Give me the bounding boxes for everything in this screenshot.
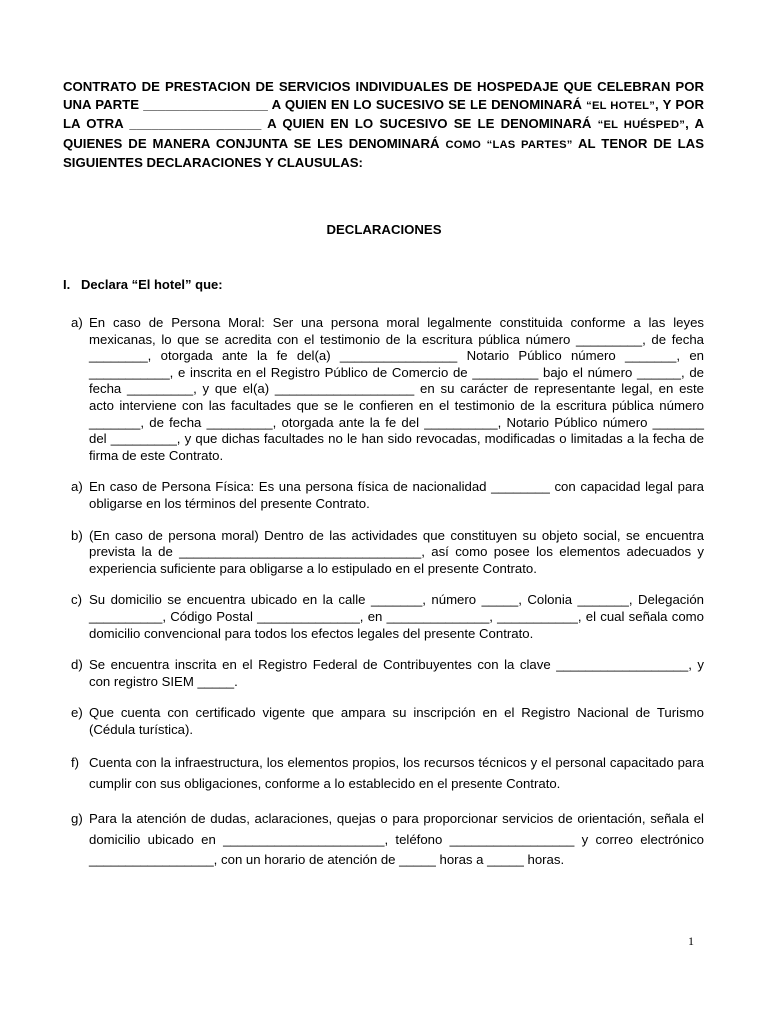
section-heading: [63, 277, 704, 292]
list-item: [63, 705, 704, 738]
declarations-heading: DECLARACIONES: [326, 222, 442, 237]
page-number: 1: [688, 934, 694, 948]
item-text: Se encuentra inscrita en el Registro Federal de Contribuyentes con la clave __________________, y con registro SIEM _____.: [89, 657, 704, 689]
list-item: [63, 479, 704, 512]
title-part-3: , A QUIENES DE MANERA CONJUNTA SE LES DENOMINARÁ: [63, 116, 704, 151]
section-text: Declara “El hotel” que:: [81, 277, 223, 292]
section-number: I.: [63, 277, 71, 292]
item-label: c): [71, 592, 82, 608]
item-text: Cuenta con la infraestructura, los elementos propios, los recursos técnicos y el personal capacitado para cumplir con sus obligaciones, conforme a lo establecido en el presente Contrato.: [89, 755, 704, 791]
declarations-list: [63, 315, 704, 886]
list-item: [63, 528, 704, 578]
item-label: f): [71, 755, 80, 771]
item-label: g): [71, 811, 83, 827]
item-text: Que cuenta con certificado vigente que ampara su inscripción en el Registro Nacional de Turismo (Cédula turística).: [89, 705, 704, 737]
list-item: [63, 592, 704, 642]
item-text: En caso de Persona Física: Es una persona física de nacionalidad ________ con capacidad legal para obligarse en los términos del presente Contrato.: [89, 479, 704, 511]
item-text: Para la atención de dudas, aclaraciones, quejas o para proporcionar servicios de orientación, señala el domicilio ubicado en ______________________, teléfono _________________ y correo electrónico _________________, con un horario de atención de _____ horas a _____ horas.: [89, 811, 704, 868]
list-item: [63, 315, 704, 464]
list-item: [63, 809, 704, 871]
list-item: [63, 657, 704, 690]
title-part-1: CONTRATO DE PRESTACION DE SERVICIOS INDIVIDUALES DE HOSPEDAJE QUE CELEBRAN POR UNA PARTE _________________ A QUIEN EN LO SUCESIVO SE LE DENOMINARÁ: [63, 79, 704, 113]
title-el-hotel: “EL HOTEL”: [586, 100, 656, 113]
item-text: Su domicilio se encuentra ubicado en la calle _______, número _____, Colonia _______, Delegación __________, Código Postal ______________, en ______________, ___________, el cual señala como domicilio convencional para todos los efectos legales del presente Contrato.: [89, 592, 704, 641]
item-label: d): [71, 657, 83, 673]
item-label: a): [71, 479, 83, 495]
title-el-huesped: “EL HUÉSPED”: [597, 119, 686, 132]
title-part-4: AL TENOR DE LAS SIGUIENTES DECLARACIONES Y CLAUSULAS:: [63, 135, 705, 170]
title-las-partes: COMO “LAS PARTES”: [445, 138, 573, 151]
contract-title: [63, 78, 704, 172]
item-text: (En caso de persona moral) Dentro de las actividades que constituyen su objeto social, se encuentra prevista la de _________________________________, así como posee los elementos adecuados y experiencia suficiente para obligarse a lo estipulado en el presente Contrato.: [89, 527, 704, 576]
item-label: a): [71, 315, 83, 330]
title-part-2: , Y POR LA OTRA __________________ A QUIEN EN LO SUCESIVO SE LE DENOMINARÁ: [63, 97, 704, 132]
item-label: e): [71, 705, 83, 721]
item-label: b): [71, 527, 83, 543]
item-text: En caso de Persona Moral: Ser una persona moral legalmente constituida conforme a las leyes mexicanas, lo que se acredita con el testimonio de la escritura pública número _________, de fecha ________, otorgada ante la fe del(a) ________________ Notario Público número _______, en ___________, e inscrita en el Registro Público de Comercio de _________ bajo el número ______, de fecha _________, y que el(a) ___________________ en su carácter de representante legal, en este acto interviene con las facultades que se le confieren en el testimonio de la escritura pública número _______, de fecha _________, otorgada ante la fe del __________, Notario Público número _______ del _________, y que dichas facultades no le han sido revocadas, modificadas o limitadas a la fecha de firma de este Contrato.: [89, 315, 704, 463]
list-item: [63, 753, 704, 794]
